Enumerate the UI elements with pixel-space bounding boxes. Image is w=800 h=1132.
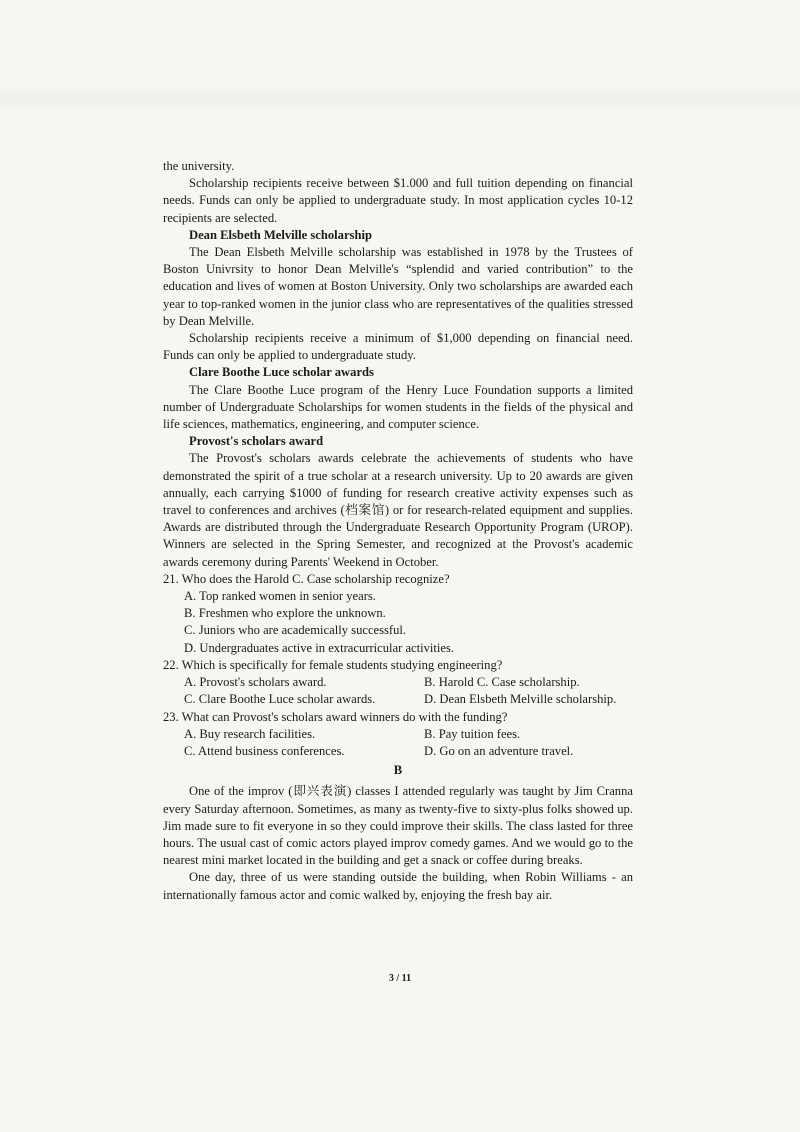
option-row: [163, 691, 633, 708]
option-row: [163, 674, 633, 691]
option-b: B. Pay tuition fees.: [424, 726, 521, 741]
option-b: B. Harold C. Case scholarship.: [424, 675, 580, 690]
option-c: C. Juniors who are academically successful.: [184, 623, 407, 638]
scan-shadow: [0, 88, 800, 110]
paragraph-continued: the university.: [163, 159, 235, 173]
option-row: [163, 726, 633, 743]
question-21: 21. Who does the Harold C. Case scholarship recognize?: [163, 571, 450, 586]
option-row: [163, 743, 633, 760]
paragraph: The Provost's scholars awards celebrate the achievements of students who have demonstrated the spirit of a true scholar at a research university. Up to 20 awards are given annually, each carrying $1000 of funding for research creative activity expenses such as travel to conferences and archives (档案馆) or for research-related equipment and supplies. Awards are distributed through the Undergraduate Research Opportunity Program (UROP). Winners are selected in the Spring Semester, and recognized at the Provost's academic awards ceremony during Parents' Weekend in October.: [163, 451, 633, 569]
option-d: D. Dean Elsbeth Melville scholarship.: [424, 692, 617, 707]
paragraph: One day, three of us were standing outside the building, when Robin Williams - an internationally famous actor and comic walked by, enjoying the fresh bay air.: [163, 870, 633, 902]
section-b-label: B: [393, 763, 403, 778]
option-a: A. Top ranked women in senior years.: [184, 589, 376, 604]
question-23: 23. What can Provost's scholars award winners do with the funding?: [163, 709, 508, 724]
option-a: A. Provost's scholars award.: [184, 675, 327, 690]
option-d: D. Undergraduates active in extracurricular activities.: [184, 640, 455, 655]
option-c: C. Attend business conferences.: [184, 743, 345, 758]
page-number: 3 / 11: [388, 973, 412, 984]
paragraph: One of the improv (即兴表演) classes I attended regularly was taught by Jim Cranna every Saturday afternoon. Sometimes, as many as twenty-five to sixty-plus folks showed up. Jim made sure to fit everyone in so they could improve their skills. The class lasted for three hours. The usual cast of comic actors played improv comedy games. And we would go to the nearest mini market located in the building and get a snack or coffee during breaks.: [163, 784, 633, 868]
section-heading: Dean Elsbeth Melville scholarship: [189, 227, 372, 242]
paragraph: The Clare Boothe Luce program of the Henry Luce Foundation supports a limited number of Undergraduate Scholarships for women students in the fields of the physical and life sciences, mathematics, engineering, and computer science.: [163, 382, 633, 432]
option-c: C. Clare Boothe Luce scholar awards.: [184, 692, 376, 707]
document-page: [163, 158, 633, 904]
option-d: D. Go on an adventure travel.: [424, 743, 574, 758]
paragraph: Scholarship recipients receive a minimum of $1,000 depending on financial need. Funds can only be applied to undergraduate study.: [163, 331, 633, 363]
section-heading: Provost's scholars award: [189, 434, 324, 449]
paragraph: The Dean Elsbeth Melville scholarship was established in 1978 by the Trustees of Boston Univrsity to honor Dean Melville's “splendid and varied contribution” to the education and lives of women at Boston University. Only two scholarships are awarded each year to top-ranked women in the junior class who are representatives of the qualities stressed by Dean Melville.: [163, 245, 633, 328]
question-22: 22. Which is specifically for female students studying engineering?: [163, 657, 503, 672]
option-a: A. Buy research facilities.: [184, 726, 316, 741]
paragraph: Scholarship recipients receive between $1.000 and full tuition depending on financial needs. Funds can only be applied to undergraduate study. In most application cycles 10-12 recipients are selected.: [163, 176, 633, 225]
section-heading: Clare Boothe Luce scholar awards: [189, 365, 374, 380]
option-b: B. Freshmen who explore the unknown.: [184, 606, 386, 621]
